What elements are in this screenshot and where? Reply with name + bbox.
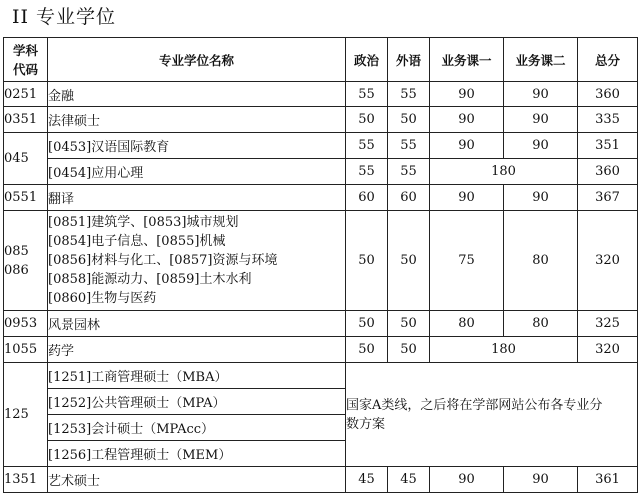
row-name: [1251]工商管理硕士（MBA） [48, 363, 346, 389]
total-score: 320 [578, 337, 638, 363]
row-name: [1253]会计硕士（MPAcc） [48, 415, 346, 441]
course1-score: 75 [430, 211, 504, 311]
row-name: 法律硕士 [48, 107, 346, 133]
foreign-score: 50 [388, 337, 430, 363]
foreign-score: 50 [388, 311, 430, 337]
row-code: 0351 [4, 107, 48, 133]
course1-score: 90 [430, 82, 504, 107]
row-code: 045 [4, 133, 48, 185]
row-name: [0860]生物与医药 [48, 291, 157, 306]
row-name: 金融 [48, 82, 346, 107]
header-foreign-language: 外语 [388, 38, 430, 82]
total-score: 325 [578, 311, 638, 337]
row-name: 药学 [48, 337, 346, 363]
row-code: 1351 [4, 467, 48, 493]
row-name: [1252]公共管理硕士（MPA） [48, 389, 346, 415]
course1-score: 90 [430, 107, 504, 133]
course2-score: 90 [504, 467, 578, 493]
course1-score: 90 [430, 185, 504, 211]
foreign-score: 55 [388, 82, 430, 107]
foreign-score: 60 [388, 185, 430, 211]
course2-score: 90 [504, 133, 578, 159]
header-course1: 业务课一 [430, 38, 504, 82]
politics-score: 50 [346, 337, 388, 363]
table-row [4, 133, 638, 159]
row-code: 125 [4, 363, 48, 467]
total-score: 360 [578, 159, 638, 185]
header-total: 总分 [578, 38, 638, 82]
row-code: 0251 [4, 82, 48, 107]
row-name: [0854]电子信息、[0855]机械 [48, 234, 226, 249]
politics-score: 50 [346, 211, 388, 311]
header-row [4, 38, 638, 82]
course2-score: 90 [504, 185, 578, 211]
header-politics: 政治 [346, 38, 388, 82]
table-row [4, 311, 638, 337]
header-course2: 业务课二 [504, 38, 578, 82]
course2-score: 90 [504, 107, 578, 133]
row-name: [0454]应用心理 [48, 159, 346, 185]
table-row [4, 185, 638, 211]
total-score: 351 [578, 133, 638, 159]
row-name: [0858]能源动力、[0859]土木水利 [48, 272, 252, 287]
table-row [4, 159, 638, 185]
foreign-score: 50 [388, 107, 430, 133]
table-row [4, 337, 638, 363]
foreign-score: 55 [388, 159, 430, 185]
total-score: 367 [578, 185, 638, 211]
course2-score: 80 [504, 211, 578, 311]
course1-score: 180 [430, 337, 578, 363]
course1-score: 90 [430, 467, 504, 493]
row-code: 085 086 [4, 211, 48, 311]
foreign-score: 45 [388, 467, 430, 493]
table-row [4, 82, 638, 107]
row-name: [1256]工程管理硕士（MEM） [48, 441, 346, 467]
course1-score: 80 [430, 311, 504, 337]
row-name: [0856]材料与化工、[0857]资源与环境 [48, 253, 278, 268]
politics-score: 55 [346, 159, 388, 185]
row-code: 0551 [4, 185, 48, 211]
header-name: 专业学位名称 [48, 38, 346, 82]
course2-score: 80 [504, 311, 578, 337]
table-row [4, 107, 638, 133]
politics-score: 55 [346, 133, 388, 159]
total-score: 320 [578, 211, 638, 311]
total-score: 335 [578, 107, 638, 133]
row-code: 1055 [4, 337, 48, 363]
foreign-score: 55 [388, 133, 430, 159]
row-code: 0953 [4, 311, 48, 337]
course1-score: 180 [430, 159, 578, 185]
header-code: 学科 代码 [4, 38, 48, 82]
politics-score: 55 [346, 82, 388, 107]
row-name: [0453]汉语国际教育 [48, 133, 346, 159]
total-score: 360 [578, 82, 638, 107]
politics-score: 60 [346, 185, 388, 211]
politics-score: 50 [346, 107, 388, 133]
total-score: 361 [578, 467, 638, 493]
note-cell: 国家A类线，之后将在学部网站公布各专业分 数方案 [346, 363, 638, 467]
score-table [3, 37, 638, 493]
table-row [4, 363, 638, 389]
row-name: [0851]建筑学、[0853]城市规划 [48, 215, 239, 230]
row-name-group [48, 211, 346, 311]
section-title: II 专业学位 [12, 6, 117, 28]
politics-score: 45 [346, 467, 388, 493]
course2-score: 90 [504, 82, 578, 107]
table-row [4, 467, 638, 493]
foreign-score: 50 [388, 211, 430, 311]
row-name: 风景园林 [48, 311, 346, 337]
politics-score: 50 [346, 311, 388, 337]
row-name: 翻译 [48, 185, 346, 211]
course1-score: 90 [430, 133, 504, 159]
row-name: 艺术硕士 [48, 467, 346, 493]
table-row [4, 211, 638, 311]
